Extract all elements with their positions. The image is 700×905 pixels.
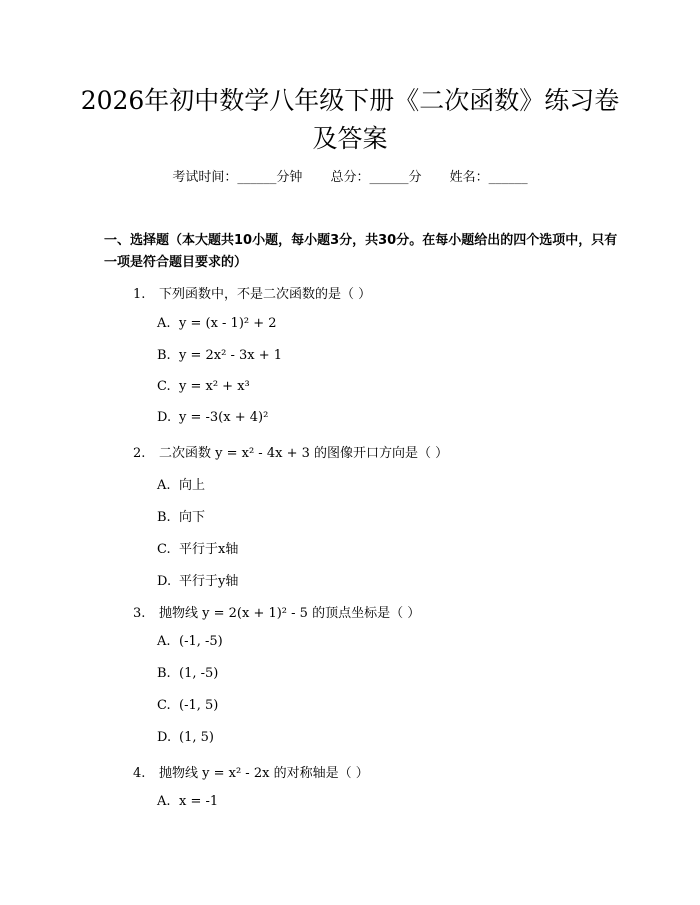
option-2b bbox=[157, 506, 205, 525]
option-2d bbox=[157, 570, 238, 589]
question-stem: 下列函数中，不是二次函数的是（ ） bbox=[159, 287, 372, 302]
option-letter: D. bbox=[157, 730, 172, 745]
option-text: 平行于y轴 bbox=[179, 574, 239, 589]
option-1a bbox=[157, 316, 277, 331]
page-title: 2026年初中数学八年级下册《二次函数》练习卷及答案 bbox=[80, 86, 620, 153]
option-text: 平行于x轴 bbox=[179, 542, 239, 557]
option-text: (-1, -5) bbox=[179, 634, 223, 649]
option-text: (-1, 5) bbox=[179, 698, 219, 713]
option-letter: A. bbox=[157, 634, 171, 649]
option-text: y = 2x² - 3x + 1 bbox=[179, 348, 283, 363]
option-letter: C. bbox=[157, 698, 171, 713]
option-text: (1, 5) bbox=[179, 730, 214, 745]
option-letter: B. bbox=[157, 666, 171, 681]
question-number: 1. bbox=[133, 287, 146, 302]
option-text: y = -3(x + 4)² bbox=[179, 410, 269, 425]
option-3b bbox=[157, 666, 218, 681]
question-number: 2. bbox=[133, 446, 146, 461]
section-heading: 一、选择题（本大题共10小题，每小题3分，共30分。在每小题给出的四个选项中，只有一项是符合题目要求的） bbox=[104, 233, 618, 270]
option-letter: C. bbox=[157, 542, 171, 557]
option-3c bbox=[157, 698, 218, 713]
option-letter: D. bbox=[157, 574, 172, 589]
option-text: x = -1 bbox=[179, 794, 219, 809]
option-1c bbox=[157, 379, 250, 394]
option-1b bbox=[157, 348, 282, 363]
question-stem: 抛物线 y = x² - 2x 的对称轴是（ ） bbox=[159, 766, 369, 781]
option-letter: D. bbox=[157, 410, 172, 425]
question-1 bbox=[133, 283, 371, 302]
option-4a bbox=[157, 794, 218, 809]
option-3a bbox=[157, 634, 223, 649]
option-3d bbox=[157, 730, 214, 745]
option-2a bbox=[157, 474, 205, 493]
option-letter: A. bbox=[157, 316, 171, 331]
option-letter: A. bbox=[157, 478, 171, 493]
question-3 bbox=[133, 602, 420, 621]
option-letter: C. bbox=[157, 379, 171, 394]
question-4 bbox=[133, 762, 369, 781]
option-text: (1, -5) bbox=[179, 666, 219, 681]
option-letter: B. bbox=[157, 510, 171, 525]
question-number: 4. bbox=[133, 766, 146, 781]
question-number: 3. bbox=[133, 606, 146, 621]
student-name-field: 姓名：______ bbox=[449, 170, 528, 185]
option-letter: B. bbox=[157, 348, 171, 363]
question-stem: 二次函数 y = x² - 4x + 3 的图像开口方向是（ ） bbox=[159, 446, 449, 461]
exam-time-field: 考试时间：______分钟 bbox=[172, 170, 303, 185]
option-text: 向上 bbox=[179, 478, 206, 493]
question-stem: 抛物线 y = 2(x + 1)² - 5 的顶点坐标是（ ） bbox=[159, 606, 421, 621]
option-text: y = x² + x³ bbox=[179, 379, 250, 394]
option-text: y = (x - 1)² + 2 bbox=[179, 316, 277, 331]
option-letter: A. bbox=[157, 794, 171, 809]
option-2c bbox=[157, 538, 238, 557]
total-score-field: 总分：______分 bbox=[330, 170, 422, 185]
question-2 bbox=[133, 442, 448, 461]
exam-meta-line bbox=[0, 166, 700, 185]
option-text: 向下 bbox=[179, 510, 206, 525]
option-1d bbox=[157, 410, 268, 425]
